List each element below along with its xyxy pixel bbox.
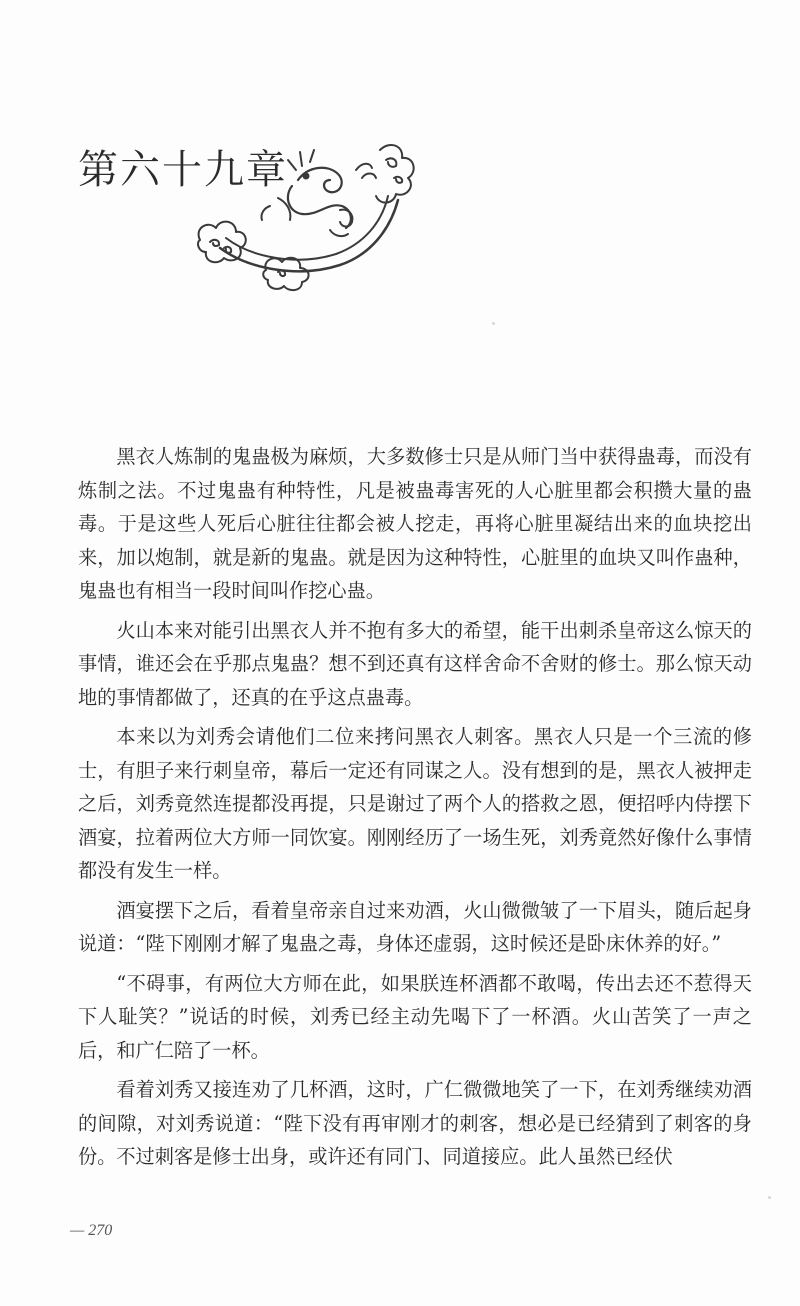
paragraph: 火山本来对能引出黑衣人并不抱有多大的希望，能干出刺杀皇帝这么惊天的事情，谁还会在乎那点鬼蛊？想不到还真有这样舍命不舍财的修士。那么惊天动地的事情都做了，还真的在乎这点蛊毒。: [78, 618, 752, 709]
page-number: — 270: [70, 1222, 113, 1239]
chapter-body: [78, 440, 752, 1180]
paragraph: 本来以为刘秀会请他们二位来拷问黑衣人刺客。黑衣人只是一个三流的修士，有胆子来行刺皇帝，幕后一定还有同谋之人。没有想到的是，黑衣人被押走之后，刘秀竟然连提都没再提，只是谢过了两个人的搭救之恩，便招呼内侍摆下酒宴，拉着两位大方师一同饮宴。刚刚经历了一场生死，刘秀竟然好像什么事情都没有发生一样。: [78, 725, 752, 882]
paragraph: 看着刘秀又接连劝了几杯酒，这时，广仁微微地笑了一下，在刘秀继续劝酒的间隙，对刘秀说道：“陛下没有再审刚才的刺客，想必是已经猜到了刺客的身份。不过刺客是修士出身，或许还有同门、同道接应。此人虽然已经伏: [78, 1078, 752, 1168]
paragraph: 酒宴摆下之后，看着皇帝亲自过来劝酒，火山微微皱了一下眉头，随后起身说道：“陛下刚刚才解了鬼蛊之毒，身体还虚弱，这时候还是卧床休养的好。”: [78, 898, 752, 955]
paragraph: “不碍事，有两位大方师在此，如果朕连杯酒都不敢喝，传出去还不惹得天下人耻笑？”说话的时候，刘秀已经主动先喝下了一杯酒。火山苦笑了一声之后，和广仁陪了一杯。: [78, 971, 752, 1062]
paragraph: 黑衣人炼制的鬼蛊极为麻烦，大多数修士只是从师门当中获得蛊毒，而没有炼制之法。不过鬼蛊有种特性，凡是被蛊毒害死的人心脏里都会积攒大量的蛊毒。于是这些人死后心脏往往都会被人挖走，再将心脏里凝结出来的血块挖出来，加以炮制，就是新的鬼蛊。就是因为这种特性，心脏里的血块又叫作蛊种，鬼蛊也有相当一段时间叫作挖心蛊。: [78, 445, 752, 602]
scan-speck: [492, 322, 495, 325]
chapter-title: 第六十九章: [78, 147, 288, 193]
cloud-dragon-ornament-icon: [180, 120, 420, 300]
scan-speck: [768, 1196, 771, 1199]
